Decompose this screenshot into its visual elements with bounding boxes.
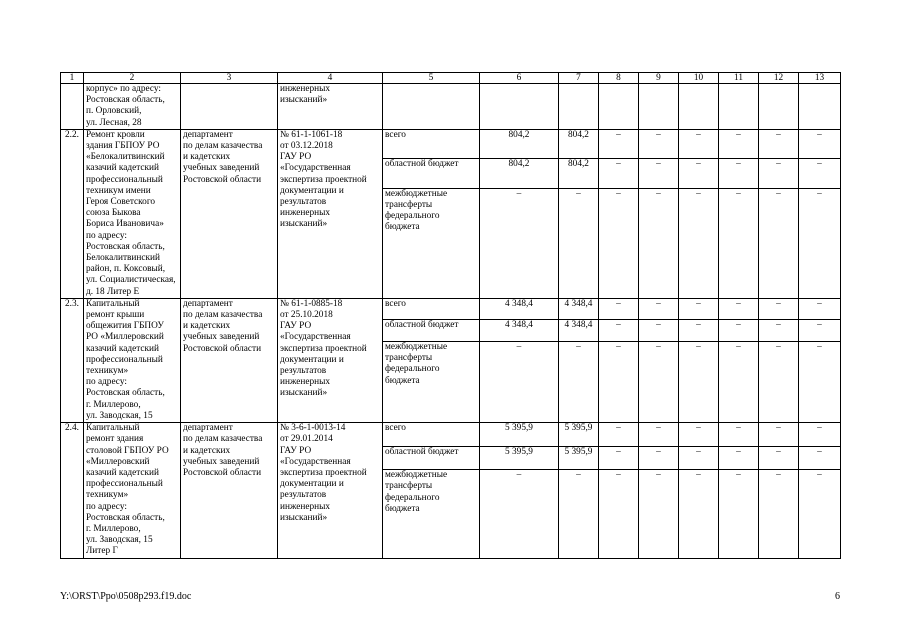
funding-source-cell: областной бюджет <box>383 159 480 188</box>
value-cell: – <box>639 320 679 342</box>
value-cell: 4 348,4 <box>480 320 559 342</box>
column-header: 3 <box>181 73 278 84</box>
item-number-cell <box>61 84 84 130</box>
department-cell <box>181 84 278 130</box>
column-header: 4 <box>278 73 383 84</box>
column-header: 7 <box>559 73 599 84</box>
value-cell: 804,2 <box>480 129 559 158</box>
value-cell: – <box>599 423 639 447</box>
value-cell: – <box>679 342 719 423</box>
column-header: 9 <box>639 73 679 84</box>
value-cell: – <box>599 129 639 158</box>
value-cell: – <box>799 342 841 423</box>
value-cell: – <box>480 342 559 423</box>
department-cell: департамент по делам казачества и кадетских учебных заведений Ростовской области <box>181 129 278 298</box>
expertise-document-cell: инженерных изысканий» <box>278 84 383 130</box>
document-path: Y:\ORST\Ppo\0508p293.f19.doc <box>60 591 192 602</box>
value-cell: – <box>679 320 719 342</box>
budget-table <box>60 72 841 559</box>
value-cell <box>480 84 559 130</box>
funding-source-cell: областной бюджет <box>383 320 480 342</box>
value-cell: – <box>679 298 719 320</box>
value-cell: – <box>759 320 799 342</box>
value-cell <box>679 84 719 130</box>
expertise-document-cell: № 61-1-1061-18 от 03.12.2018 ГАУ РО «Государственная экспертиза проектной документации и результатов инженерных изысканий» <box>278 129 383 298</box>
column-header: 11 <box>719 73 759 84</box>
page-number: 6 <box>835 591 840 602</box>
value-cell: – <box>799 446 841 470</box>
value-cell: 4 348,4 <box>559 298 599 320</box>
value-cell: – <box>719 159 759 188</box>
value-cell: – <box>679 159 719 188</box>
value-cell: – <box>639 159 679 188</box>
department-cell: департамент по делам казачества и кадетских учебных заведений Ростовской области <box>181 298 278 422</box>
value-cell <box>759 84 799 130</box>
value-cell: – <box>559 342 599 423</box>
value-cell: – <box>759 298 799 320</box>
value-cell: – <box>759 129 799 158</box>
funding-source-cell: межбюджетные трансферты федерального бюджета <box>383 188 480 298</box>
column-header: 5 <box>383 73 480 84</box>
funding-source-cell: всего <box>383 129 480 158</box>
value-cell <box>639 84 679 130</box>
expertise-document-cell: № 3-6-1-0013-14 от 29.01.2014 ГАУ РО «Государственная экспертиза проектной документации и результатов инженерных изысканий» <box>278 423 383 558</box>
value-cell: 5 395,9 <box>559 423 599 447</box>
column-header: 6 <box>480 73 559 84</box>
item-row <box>61 129 841 158</box>
value-cell: 4 348,4 <box>559 320 599 342</box>
value-cell: – <box>639 446 679 470</box>
value-cell: – <box>679 446 719 470</box>
value-cell: 5 395,9 <box>480 446 559 470</box>
funding-source-cell: областной бюджет <box>383 446 480 470</box>
item-number-cell: 2.4. <box>61 423 84 558</box>
object-description-cell: корпус» по адресу: Ростовская область, п. Орловский, ул. Лесная, 28 <box>84 84 181 130</box>
value-cell: – <box>799 188 841 298</box>
value-cell: – <box>559 188 599 298</box>
column-header: 12 <box>759 73 799 84</box>
funding-source-cell: всего <box>383 423 480 447</box>
value-cell: – <box>559 470 599 558</box>
value-cell: – <box>719 423 759 447</box>
value-cell: – <box>759 423 799 447</box>
value-cell: 5 395,9 <box>480 423 559 447</box>
item-number-cell: 2.3. <box>61 298 84 422</box>
value-cell: – <box>719 470 759 558</box>
item-row <box>61 298 841 320</box>
value-cell: – <box>719 320 759 342</box>
column-header: 2 <box>84 73 181 84</box>
item-number-cell: 2.2. <box>61 129 84 298</box>
value-cell: – <box>799 470 841 558</box>
funding-source-cell: всего <box>383 298 480 320</box>
value-cell: 804,2 <box>559 129 599 158</box>
object-description-cell: Капитальный ремонт здания столовой ГБПОУ РО «Миллеровский казачий кадетский профессиональный техникум» по адресу: Ростовская область, г. Миллерово, ул. Заводская, 15 Литер Г <box>84 423 181 558</box>
value-cell: – <box>599 159 639 188</box>
value-cell: – <box>639 423 679 447</box>
column-header: 8 <box>599 73 639 84</box>
funding-source-cell: межбюджетные трансферты федерального бюджета <box>383 470 480 558</box>
value-cell: – <box>639 342 679 423</box>
column-header: 10 <box>679 73 719 84</box>
value-cell: – <box>599 320 639 342</box>
column-header: 1 <box>61 73 84 84</box>
value-cell <box>559 84 599 130</box>
value-cell: 804,2 <box>480 159 559 188</box>
value-cell: – <box>799 298 841 320</box>
value-cell: – <box>639 298 679 320</box>
expertise-document-cell: № 61-1-0885-18 от 25.10.2018 ГАУ РО «Государственная экспертиза проектной документации и результатов инженерных изысканий» <box>278 298 383 422</box>
value-cell: – <box>639 129 679 158</box>
value-cell: – <box>599 298 639 320</box>
value-cell: – <box>679 129 719 158</box>
value-cell: – <box>480 188 559 298</box>
value-cell: – <box>719 298 759 320</box>
value-cell <box>799 84 841 130</box>
value-cell: – <box>480 470 559 558</box>
value-cell: – <box>599 470 639 558</box>
value-cell: – <box>759 188 799 298</box>
object-description-cell: Капитальный ремонт крыши общежития ГБПОУ РО «Миллеровский казачий кадетский профессиональный техникум» по адресу: Ростовская область, г. Миллерово, ул. Заводская, 15 <box>84 298 181 422</box>
value-cell <box>719 84 759 130</box>
value-cell: 804,2 <box>559 159 599 188</box>
value-cell: – <box>799 423 841 447</box>
value-cell: – <box>799 320 841 342</box>
value-cell <box>599 84 639 130</box>
value-cell: – <box>759 470 799 558</box>
value-cell: – <box>719 188 759 298</box>
value-cell: – <box>679 470 719 558</box>
value-cell: 5 395,9 <box>559 446 599 470</box>
department-cell: департамент по делам казачества и кадетских учебных заведений Ростовской области <box>181 423 278 558</box>
column-header: 13 <box>799 73 841 84</box>
value-cell: – <box>719 342 759 423</box>
value-cell: – <box>759 159 799 188</box>
value-cell: – <box>679 423 719 447</box>
table-header-row <box>61 73 841 84</box>
value-cell: – <box>799 129 841 158</box>
value-cell: 4 348,4 <box>480 298 559 320</box>
value-cell: – <box>759 342 799 423</box>
value-cell: – <box>639 188 679 298</box>
value-cell: – <box>599 446 639 470</box>
funding-source-cell <box>383 84 480 130</box>
value-cell: – <box>759 446 799 470</box>
value-cell: – <box>719 129 759 158</box>
value-cell: – <box>639 470 679 558</box>
value-cell: – <box>679 188 719 298</box>
continuation-row <box>61 84 841 130</box>
funding-source-cell: межбюджетные трансферты федерального бюджета <box>383 342 480 423</box>
object-description-cell: Ремонт кровли здания ГБПОУ РО «Белокалитвинский казачий кадетский профессиональный техникум имени Героя Советского союза Быкова Бориса Ивановича» по адресу: Ростовская область, Белокалитвинский район, п. Коксовый, ул. Социалистическая, д. 18 Литер Е <box>84 129 181 298</box>
item-row <box>61 423 841 447</box>
value-cell: – <box>719 446 759 470</box>
value-cell: – <box>799 159 841 188</box>
value-cell: – <box>599 188 639 298</box>
value-cell: – <box>599 342 639 423</box>
